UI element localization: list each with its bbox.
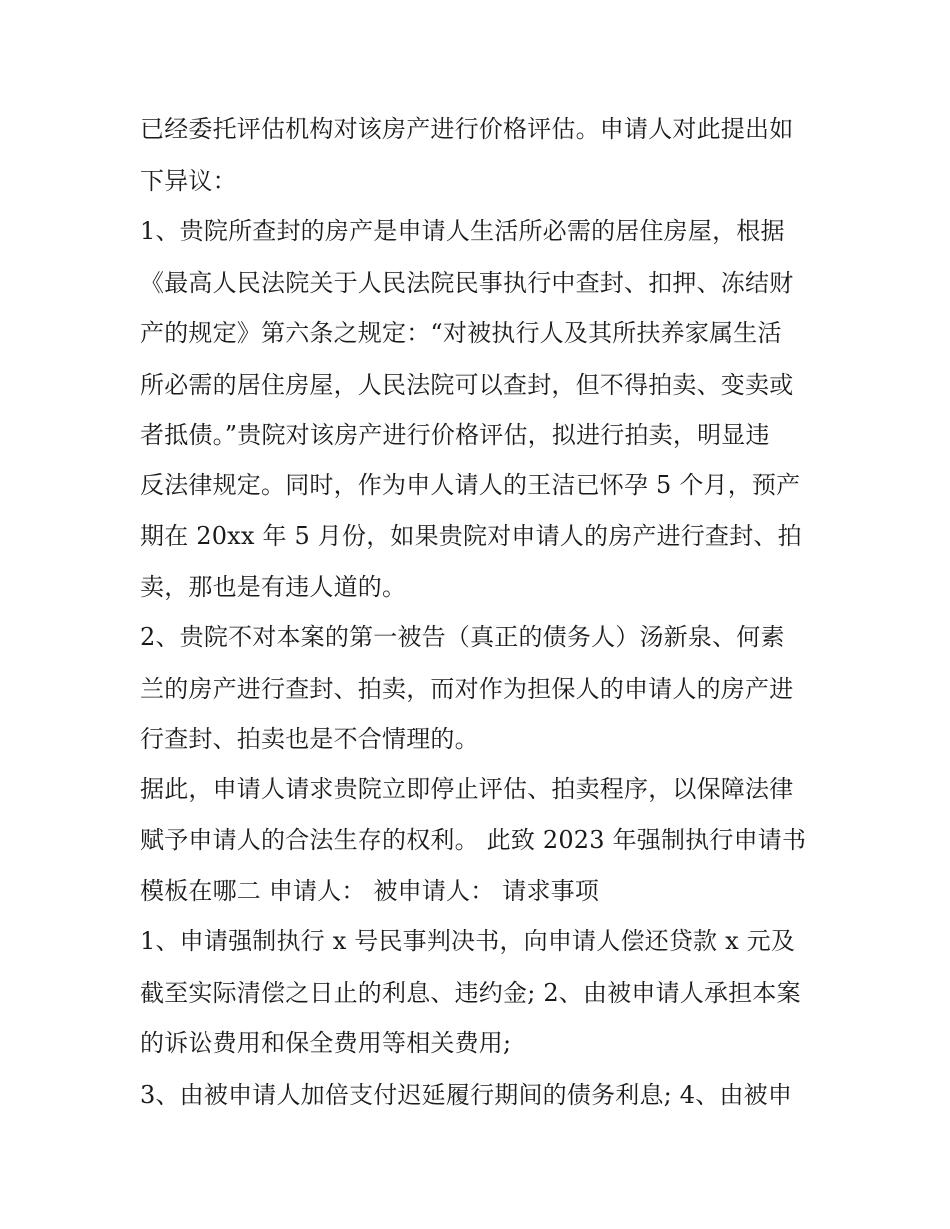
text-line: 1、贵院所查封的房产是申请人生活所必需的居住房屋，根据 (140, 217, 785, 245)
text-line: 者抵债。”贵院对该房产进行价格评估，拟进行拍卖，明显违 (140, 421, 770, 449)
text-line: 产的规定》第六条之规定：“对被执行人及其所扶养家属生活 (140, 319, 782, 347)
text-line: 1、申请强制执行 x 号民事判决书，向申请人偿还贷款 x 元及 (140, 927, 796, 955)
text-line: 截至实际清偿之日止的利息、违约金; 2、由被申请人承担本案 (140, 979, 801, 1007)
text-line: 下异议： (140, 167, 237, 195)
text-line: 卖，那也是有违人道的。 (140, 573, 407, 601)
text-line: 行查封、拍卖也是不合情理的。 (140, 725, 479, 753)
text-line: 期在 20xx 年 5 月份，如果贵院对申请人的房产进行查封、拍 (140, 522, 802, 550)
text-line: 据此，申请人请求贵院立即停止评估、拍卖程序，以保障法律 (140, 775, 794, 803)
text-line: 的诉讼费用和保全费用等相关费用; (140, 1029, 512, 1057)
text-line: 《最高人民法院关于人民法院民事执行中查封、扣押、冻结财 (140, 269, 794, 297)
text-line: 已经委托评估机构对该房产进行价格评估。申请人对此提出如 (140, 115, 794, 143)
text-line: 3、由被申请人加倍支付迟延履行期间的债务利息; 4、由被申 (140, 1081, 793, 1109)
text-line: 反法律规定。同时，作为申人请人的王洁已怀孕 5 个月，预产 (140, 471, 801, 499)
text-line: 2、贵院不对本案的第一被告（真正的债务人）汤新泉、何素 (140, 623, 785, 651)
text-line: 兰的房产进行查封、拍卖，而对作为担保人的申请人的房产进 (140, 675, 794, 703)
text-line: 赋予申请人的合法生存的权利。 此致 2023 年强制执行申请书 (140, 826, 807, 854)
text-line: 所必需的居住房屋，人民法院可以查封，但不得拍卖、变卖或 (140, 371, 794, 399)
text-line: 模板在哪二 申请人： 被申请人： 请求事项 (140, 877, 600, 905)
